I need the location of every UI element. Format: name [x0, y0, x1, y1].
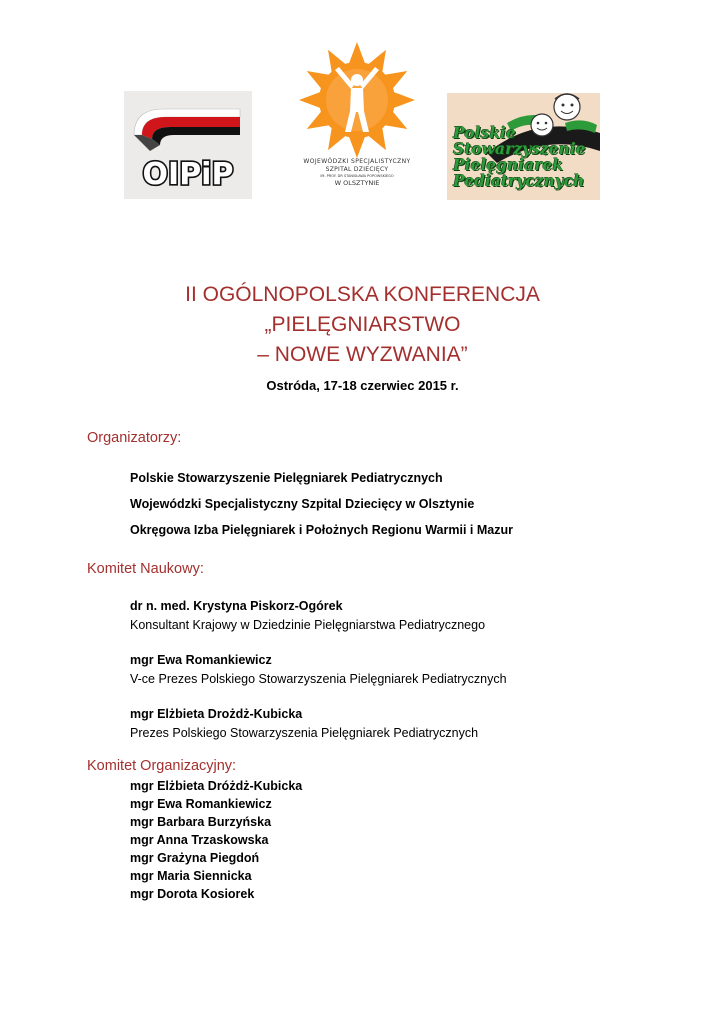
- organizer-item: Polskie Stowarzyszenie Pielęgniarek Pediatrycznych: [130, 471, 443, 485]
- list-item: mgr Anna Trzaskowska: [130, 833, 269, 847]
- conference-date: Ostróda, 17-18 czerwiec 2015 r.: [266, 378, 459, 393]
- oipip-wordmark: OIPiP: [142, 157, 234, 192]
- pspp-logo: [447, 93, 600, 200]
- pspp-wordmark: [453, 125, 585, 189]
- hospital-name-line1: WOJEWÓDZKI SPECJALISTYCZNY: [303, 158, 411, 165]
- hospital-logo: [282, 40, 432, 200]
- member-name: dr n. med. Krystyna Piskorz-Ogórek: [130, 599, 343, 613]
- pspp-line: Pediatrycznych: [453, 171, 585, 190]
- scientific-committee-heading: Komitet Naukowy:: [87, 561, 204, 577]
- organizers-heading: Organizatorzy:: [87, 430, 182, 446]
- hospital-name-line2: SZPITAL DZIECIĘCY: [325, 166, 389, 173]
- organizer-item: Wojewódzki Specjalistyczny Szpital Dziecięcy w Olsztynie: [130, 497, 475, 511]
- member-role: Prezes Polskiego Stowarzyszenia Pielęgniarek Pediatrycznych: [130, 726, 479, 740]
- list-item: mgr Maria Siennicka: [130, 869, 252, 883]
- sun-emblem-icon: [282, 40, 432, 158]
- hospital-name-line3: IM. PROF. DR STANISŁAWA POPOWSKIEGO: [320, 174, 394, 178]
- hospital-name: [282, 158, 432, 187]
- member-role: Konsultant Krajowy w Dziedzinie Pielęgniarstwa Pediatrycznego: [130, 618, 486, 632]
- organizing-committee-heading: Komitet Organizacyjny:: [87, 758, 237, 774]
- title-line3: – NOWE WYZWANIA”: [257, 343, 468, 366]
- conference-title: [0, 280, 725, 370]
- hospital-name-line4: W OLSZTYNIE: [334, 179, 380, 187]
- member-name: mgr Ewa Romankiewicz: [130, 653, 272, 667]
- organizer-item: Okręgowa Izba Pielęgniarek i Położnych Regionu Warmii i Mazur: [130, 523, 513, 537]
- member-role: V-ce Prezes Polskiego Stowarzyszenia Pielęgniarek Pediatrycznych: [130, 672, 507, 686]
- list-item: mgr Grażyna Piegdoń: [130, 851, 260, 865]
- list-item: mgr Barbara Burzyńska: [130, 815, 272, 829]
- organizing-committee-list: [130, 777, 302, 903]
- scientific-member: [130, 597, 485, 635]
- list-item: mgr Ewa Romankiewicz: [130, 797, 272, 811]
- title-line2: „PIELĘGNIARSTWO: [264, 313, 461, 336]
- list-item: mgr Dorota Kosiorek: [130, 887, 255, 901]
- logos-row: [0, 40, 725, 210]
- member-name: mgr Elżbieta Drożdż-Kubicka: [130, 707, 303, 721]
- pspp-line: Stowarzyszenie: [453, 139, 586, 158]
- oipip-logo: [124, 91, 252, 199]
- pspp-line: Polskie: [453, 123, 516, 142]
- scientific-member: [130, 705, 478, 743]
- pspp-line: Pielęgniarek: [453, 155, 563, 174]
- list-item: mgr Elżbieta Dróżdż-Kubicka: [130, 779, 303, 793]
- title-line1: II OGÓLNOPOLSKA KONFERENCJA: [185, 283, 540, 306]
- scientific-member: [130, 651, 507, 689]
